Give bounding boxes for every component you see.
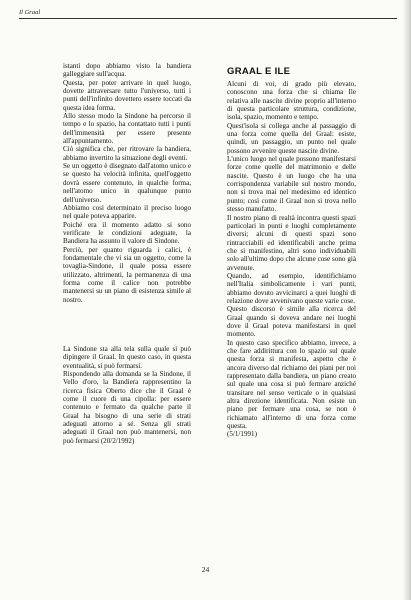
left-paragraph-4: Ciò significa che, per ritrovare la bandiera, abbiamo invertito la situazione degli eventi. bbox=[63, 145, 191, 162]
right-paragraph-6: Questo discorso è simile alla ricerca del Graal quando si doveva andare nei luoghi dove il Graal poteva manifestarsi in quel momento. bbox=[227, 305, 356, 339]
left-paragraph-1: istanti dopo abbiamo visto la bandiera galleggiare sull'acqua. bbox=[63, 62, 191, 79]
page-number: 24 bbox=[201, 565, 210, 574]
right-paragraph-7: In questo caso specifico abbiamo, invece, a che fare addirittura con lo spazio sul quale questa forza si manifesta, aspetto che è ancora diverso dal richiamo dei piani per noi rappresentato dalla bandiera, un piano creato sul quale una cosa si può fermare anziché transitare nel senso verticale o in qualsiasi altra direzione identificata. Non esiste un piano per fermare una cosa, se non è richiamato all'interno di una forza come questa. bbox=[227, 338, 356, 431]
right-paragraph-2: Quest'isola si collega anche al passaggio di una forza come quella del Graal: esiste, quindi, un passaggio, un punto nel quale possono avvenire queste nascite divine. bbox=[227, 121, 356, 155]
left-paragraph-8: Perciò, per quanto riguarda i calici, è fondamentale che vi sia un oggetto, come la tovaglia-Sindone, il quale possa essere utilizzato, altrimenti, la permanenza di una forma come il calice non potrebbe mantenersi su un piano di esistenza simile al nostro. bbox=[63, 245, 191, 304]
left-paragraph-10: Rispondendo alla domanda se la Sindone, il Vello d'oro, la Bandiera rappresentino la ricerca fisica Oberto dice che il Graal è come il cuore di una cipolla: per essere contenuto e fermato da qualche parte il Graal ha bisogno di una serie di strati adeguati attorno a sé. Senza gli strati adeguati il Graal non può mantenersi, non può fermarsi (20/2/1992) bbox=[63, 370, 191, 445]
section-title: GRAAL E ILE bbox=[227, 66, 291, 77]
right-paragraph-1: Alcuni di voi, di grado più elevato, conoscono una forza che si chiama Ile relativa alle nascite divine proprio all'interno di questa particolare struttura, condizione, isola, spazio, momento e tempo. bbox=[227, 80, 356, 122]
right-paragraph-5: Quando, ad esempio, identifichiamo nell'Italia simbolicamente i vari punti, abbiamo dovuto avvicinarci a quei luoghi di relazione dove avvenivano queste varie cose. bbox=[227, 271, 356, 305]
right-paragraph-3: L'unico luogo nel quale possono manifestarsi forze come quelle del matrimonio e delle nascite. Questo è un luogo che ha una corrispondenza variabile sul nostro mondo, non si trova mai nel medesimo ed identico punto; così come il Graal non si trova nello stesso manufatto. bbox=[227, 155, 356, 214]
left-paragraph-3: Allo stesso modo la Sindone ha percorso il tempo e lo spazio, ha contattato tutti i punti dell'immensità per essere presente all'appuntamento. bbox=[63, 112, 191, 146]
left-paragraph-7: Poiché era il momento adatto si sono verificate le condizioni adeguate, la Bandiera ha assunto il valore di Sindone. bbox=[63, 220, 191, 246]
running-head: Il Graal bbox=[19, 9, 41, 16]
right-date: (5/1/1991) bbox=[227, 430, 257, 439]
header-rule bbox=[19, 18, 397, 19]
paragraph-gap bbox=[63, 304, 191, 345]
right-column bbox=[227, 80, 356, 439]
right-paragraph-4: Il nostro piano di realtà incontra questi spazi particolari in punti e luoghi completamente diversi; alcuni di questi spazi sono rintracciabili ed identificabili anche prima che si manifestino, altri sono individuabili solo all'ultimo dopo che alcune cose sono già avvenute. bbox=[227, 213, 356, 272]
left-paragraph-2: Questa, per poter arrivare in quel luogo, dovette attraversare tutto l'universo, tutti i punti dell'infinito dovettero essere toccati da questa idea forma. bbox=[63, 78, 191, 112]
left-paragraph-6: Abbiamo così determinato il preciso luogo nel quale poteva apparire. bbox=[63, 203, 191, 221]
left-paragraph-5: Se un oggetto è disegnato dall'atomo unico e se questo ha velocità infinita, quell'oggetto dovrà essere contenuto, in qualche forma, nell'atomo unico in qualunque punto dell'universo. bbox=[63, 162, 191, 204]
left-paragraph-9: La Sindone sta alla tela sulla quale si può dipingere il Graal. In questo caso, in questa eventualità, si può fermarsi. bbox=[63, 344, 191, 370]
page-edge-shadow bbox=[403, 0, 411, 600]
left-column bbox=[63, 62, 191, 445]
